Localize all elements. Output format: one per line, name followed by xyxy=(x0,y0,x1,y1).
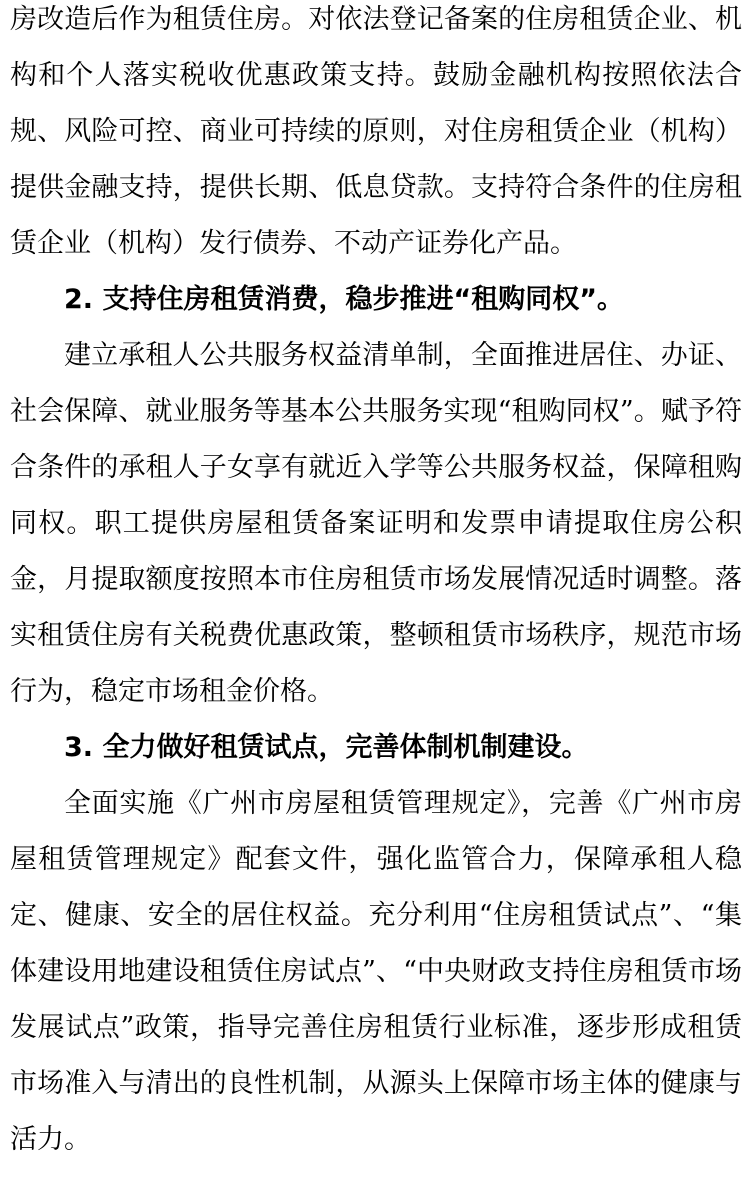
section-heading-3: 3. 全力做好租赁试点，完善体制机制建设。 xyxy=(64,732,589,763)
paragraph-3: 全面实施《广州市房屋租赁管理规定》，完善《广州市房屋租赁管理规定》配套文件，强化监管合力，保障承租人稳定、健康、安全的居住权益。充分利用“住房租赁试点”、“集体建设用地建设租赁住房试点”、“中央财政支持住房租赁市场发展试点”政策，指导完善住房租赁行业标准，逐步形成租赁市场准入与清出的良性机制，从源头上保障市场主体的健康与活力。 xyxy=(10,788,742,1155)
section-heading-2: 2. 支持住房租赁消费，稳步推进“租购同权”。 xyxy=(64,284,624,315)
paragraph-2: 建立承租人公共服务权益清单制，全面推进居住、办证、社会保障、就业服务等基本公共服务实现“租购同权”。赋予符合条件的承租人子女享有就近入学等公共服务权益，保障租购同权。职工提供房屋租赁备案证明和发票申请提取住房公积金，月提取额度按照本市住房租赁市场发展情况适时调整。落实租赁住房有关税费优惠政策，整顿租赁市场秩序，规范市场行为，稳定市场租金价格。 xyxy=(10,340,742,707)
paragraph-1: 房改造后作为租赁住房。对依法登记备案的住房租赁企业、机构和个人落实税收优惠政策支持。鼓励金融机构按照依法合规、风险可控、商业可持续的原则，对住房租赁企业（机构）提供金融支持，提供长期、低息贷款。支持符合条件的住房租赁企业（机构）发行债券、不动产证券化产品。 xyxy=(10,4,742,259)
